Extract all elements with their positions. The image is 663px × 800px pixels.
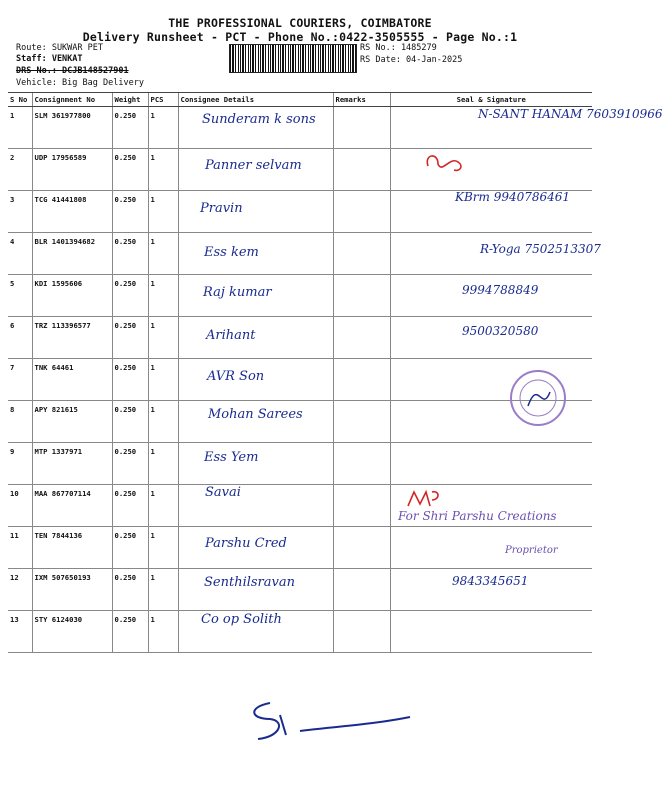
- consignee-handwriting: Raj kumar: [203, 285, 272, 300]
- row-weight: 0.250: [112, 317, 148, 359]
- bottom-signature-icon: [240, 695, 420, 755]
- row-pcs: 1: [148, 527, 178, 569]
- signature-handwriting: R-Yoga 7502513307: [480, 242, 601, 256]
- staff-label: Staff: VENKAT: [16, 54, 83, 64]
- row-weight: 0.250: [112, 569, 148, 611]
- row-remarks: [333, 443, 390, 485]
- signature-handwriting: N-SANT HANAM 7603910966: [478, 107, 663, 121]
- drs-number: DRS No.: DCJB148527901: [16, 66, 129, 76]
- row-consignment: MTP 1337971: [32, 443, 112, 485]
- row-weight: 0.250: [112, 611, 148, 653]
- row-remarks: [333, 149, 390, 191]
- consignee-handwriting: Panner selvam: [205, 158, 302, 173]
- row-remarks: [333, 485, 390, 527]
- row-remarks: [333, 359, 390, 401]
- row-signature-cell: [390, 611, 592, 653]
- signature-handwriting: KBrm 9940786461: [455, 190, 571, 204]
- row-remarks: [333, 611, 390, 653]
- row-weight: 0.250: [112, 443, 148, 485]
- row-pcs: 1: [148, 485, 178, 527]
- consignee-handwriting: Ess Yem: [204, 450, 259, 465]
- proprietor-stamp: Proprietor: [505, 545, 558, 556]
- row-sno: 1: [8, 107, 32, 149]
- row-pcs: 1: [148, 275, 178, 317]
- row-remarks: [333, 233, 390, 275]
- row-consignment: MAA 867707114: [32, 485, 112, 527]
- table-row: [8, 611, 592, 653]
- row-pcs: 1: [148, 611, 178, 653]
- row-consignment: TRZ 113396577: [32, 317, 112, 359]
- row-pcs: 1: [148, 191, 178, 233]
- row-weight: 0.250: [112, 149, 148, 191]
- col-signature: Seal & Signature: [390, 93, 592, 107]
- row-remarks: [333, 191, 390, 233]
- red-initials-icon: [404, 488, 444, 510]
- row-remarks: [333, 401, 390, 443]
- row-signature-cell: [390, 443, 592, 485]
- row-pcs: 1: [148, 233, 178, 275]
- row-weight: 0.250: [112, 401, 148, 443]
- row-weight: 0.250: [112, 485, 148, 527]
- row-consignment: TEN 7844136: [32, 527, 112, 569]
- shri-parshu-stamp: For Shri Parshu Creations: [398, 509, 557, 523]
- row-sno: 6: [8, 317, 32, 359]
- consignee-handwriting: Savai: [205, 485, 241, 500]
- round-seal-icon: [508, 368, 568, 428]
- row-consignment: BLR 1401394682: [32, 233, 112, 275]
- row-remarks: [333, 317, 390, 359]
- row-sno: 8: [8, 401, 32, 443]
- vehicle-label: Vehicle: Big Bag Delivery: [16, 78, 144, 88]
- signature-handwriting: 9500320580: [462, 324, 539, 338]
- signature-handwriting: 9994788849: [462, 283, 539, 297]
- row-weight: 0.250: [112, 275, 148, 317]
- barcode: [229, 44, 357, 73]
- runsheet-table: [8, 92, 592, 653]
- row-sno: 3: [8, 191, 32, 233]
- col-consignment: Consignment No: [32, 93, 112, 107]
- col-remarks: Remarks: [333, 93, 390, 107]
- row-weight: 0.250: [112, 233, 148, 275]
- row-consignment: UDP 17956589: [32, 149, 112, 191]
- row-sno: 9: [8, 443, 32, 485]
- route-label: Route: SUKWAR PET: [16, 43, 103, 53]
- row-pcs: 1: [148, 149, 178, 191]
- table-row: [8, 443, 592, 485]
- row-pcs: 1: [148, 569, 178, 611]
- row-remarks: [333, 107, 390, 149]
- row-remarks: [333, 527, 390, 569]
- row-sno: 12: [8, 569, 32, 611]
- row-sno: 11: [8, 527, 32, 569]
- row-consignment: KDI 1595606: [32, 275, 112, 317]
- col-sno: S No: [8, 93, 32, 107]
- row-consignment: TNK 64461: [32, 359, 112, 401]
- table-row: [8, 359, 592, 401]
- row-sno: 13: [8, 611, 32, 653]
- row-remarks: [333, 275, 390, 317]
- row-pcs: 1: [148, 443, 178, 485]
- row-sno: 4: [8, 233, 32, 275]
- row-sno: 10: [8, 485, 32, 527]
- row-pcs: 1: [148, 401, 178, 443]
- row-consignment: SLM 361977800: [32, 107, 112, 149]
- row-pcs: 1: [148, 107, 178, 149]
- row-remarks: [333, 569, 390, 611]
- consignee-handwriting: Mohan Sarees: [208, 407, 303, 422]
- company-title: THE PROFESSIONAL COURIERS, COIMBATORE: [168, 16, 432, 30]
- row-consignment: TCG 41441808: [32, 191, 112, 233]
- runsheet-subtitle: Delivery Runsheet - PCT - Phone No.:0422-3505555 - Page No.:1: [82, 30, 518, 44]
- row-signature-cell: [390, 527, 592, 569]
- col-consignee: Consignee Details: [178, 93, 333, 107]
- table-header: [8, 93, 592, 107]
- consignee-handwriting: Co op Solith: [201, 612, 282, 627]
- signature-handwriting: 9843345651: [452, 574, 529, 588]
- row-sno: 7: [8, 359, 32, 401]
- row-pcs: 1: [148, 317, 178, 359]
- row-sno: 5: [8, 275, 32, 317]
- consignee-handwriting: Parshu Cred: [205, 536, 287, 551]
- row-pcs: 1: [148, 359, 178, 401]
- consignee-handwriting: Senthilsravan: [204, 575, 295, 590]
- row-consignment: STY 6124030: [32, 611, 112, 653]
- rs-number: RS No.: 1485279: [360, 43, 437, 53]
- consignee-handwriting: Sunderam k sons: [202, 112, 316, 127]
- row-weight: 0.250: [112, 107, 148, 149]
- col-weight: Weight: [112, 93, 148, 107]
- row-weight: 0.250: [112, 527, 148, 569]
- red-scribble-icon: [420, 150, 470, 180]
- row-sno: 2: [8, 149, 32, 191]
- row-consignee-cell: [178, 317, 333, 359]
- row-consignment: APY 821615: [32, 401, 112, 443]
- row-weight: 0.250: [112, 359, 148, 401]
- row-consignee-cell: [178, 485, 333, 527]
- consignee-handwriting: AVR Son: [207, 369, 265, 384]
- consignee-handwriting: Ess kem: [204, 245, 259, 260]
- row-weight: 0.250: [112, 191, 148, 233]
- row-consignment: IXM 507650193: [32, 569, 112, 611]
- consignee-handwriting: Arihant: [206, 328, 256, 343]
- consignee-handwriting: Pravin: [200, 201, 243, 216]
- rs-date: RS Date: 04-Jan-2025: [360, 55, 463, 65]
- col-pcs: PCS: [148, 93, 178, 107]
